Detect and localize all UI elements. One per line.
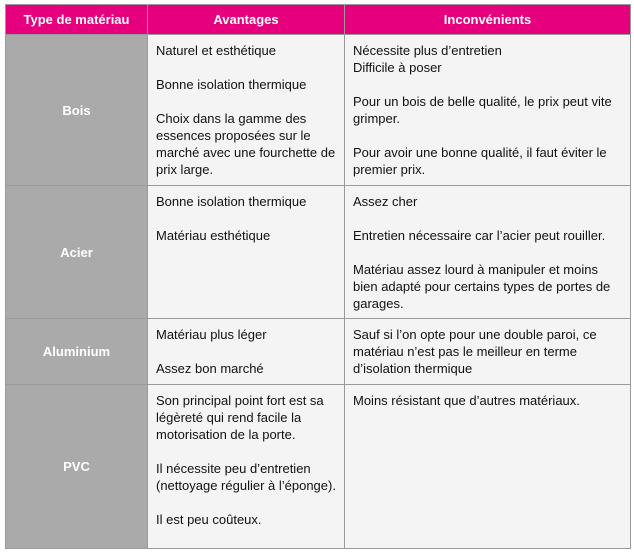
material-type-pvc: PVC [6, 385, 148, 549]
disadvantage-item: Assez cher [353, 194, 418, 209]
disadvantage-item: Matériau assez lourd à manipuler et moins bien adapté pour certains types de portes de garages. [353, 262, 611, 311]
header-disadvantages: Inconvénients [345, 5, 631, 35]
header-row [6, 5, 631, 35]
table-row [6, 385, 631, 549]
advantage-item: Il nécessite peu d’entretien (nettoyage régulier à l’éponge). [156, 461, 336, 493]
disadvantage-item: Pour un bois de belle qualité, le prix peut vite grimper. [353, 94, 612, 126]
advantage-item: Matériau plus léger [156, 327, 267, 342]
advantages-cell [148, 385, 345, 549]
disadvantage-item: Pour avoir une bonne qualité, il faut éviter le premier prix. [353, 145, 607, 177]
header-advantages: Avantages [148, 5, 345, 35]
advantage-item: Naturel et esthétique [156, 43, 276, 58]
disadvantage-item: Nécessite plus d’entretien Difficile à poser [353, 43, 502, 75]
advantage-item: Bonne isolation thermique [156, 77, 307, 92]
disadvantages-cell [345, 35, 631, 186]
advantage-item: Bonne isolation thermique [156, 194, 307, 209]
advantage-item: Son principal point fort est sa légèreté qui rend facile la motorisation de la porte. [156, 393, 324, 442]
advantage-item: Assez bon marché [156, 361, 264, 376]
advantage-item: Choix dans la gamme des essences proposées sur le marché avec une fourchette de prix large. [156, 111, 336, 177]
disadvantages-cell [345, 186, 631, 319]
disadvantage-item: Moins résistant que d’autres matériaux. [353, 393, 580, 408]
material-type-acier: Acier [6, 186, 148, 319]
materials-comparison-table [5, 4, 631, 549]
disadvantages-cell [345, 385, 631, 549]
table-row [6, 35, 631, 186]
disadvantage-item: Sauf si l’on opte pour une double paroi, ce matériau n’est pas le meilleur en terme d’isolation thermique [353, 327, 597, 376]
material-type-bois: Bois [6, 35, 148, 186]
table-row [6, 319, 631, 385]
header-type: Type de matériau [6, 5, 148, 35]
advantage-item: Matériau esthétique [156, 228, 271, 243]
advantages-cell [148, 319, 345, 385]
advantages-cell [148, 35, 345, 186]
advantages-cell [148, 186, 345, 319]
disadvantage-item: Entretien nécessaire car l’acier peut rouiller. [353, 228, 606, 243]
advantage-item: Il est peu coûteux. [156, 512, 262, 527]
table-row [6, 186, 631, 319]
material-type-aluminium: Aluminium [6, 319, 148, 385]
disadvantages-cell [345, 319, 631, 385]
